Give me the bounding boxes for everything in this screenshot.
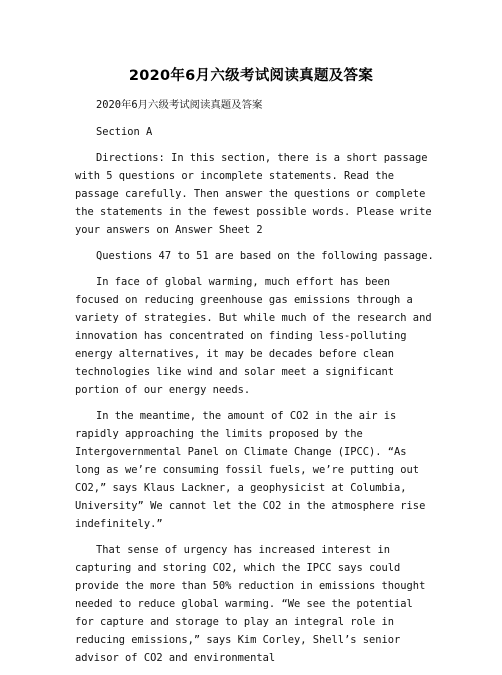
passage-paragraph-2: In the meantime, the amount of CO2 in the air is rapidly approaching the limits proposed by the Intergovernmental Panel on Climate Change (IPCC). “As long as we’re consuming fossil fuels, we’re putting out CO2,” says Klaus Lackner, a geophysicist at Columbia, University” We cannot let the CO2 in the atmosphere rise indefinitely.” — [75, 410, 426, 530]
passage-paragraph-3: That sense of urgency has increased interest in capturing and storing CO2, which the IPCC says could provide the more than 50% reduction in emissions thought needed to reduce global warming. “We see the potential for capture and storage to play an integral role in reducing emissions,” says Kim Corley, Shell’s senior advisor of CO2 and environmental — [75, 544, 426, 664]
section-heading: Section A — [96, 126, 153, 138]
questions-intro: Questions 47 to 51 are based on the following passage. — [96, 250, 434, 262]
document-body — [75, 96, 435, 675]
passage-paragraph-1: In face of global warming, much effort has been focused on reducing greenhouse gas emissions through a variety of strategies. But while much of the research and innovation has concentrated on finding less-polluting energy alternatives, it may be decades before clean technologies like wind and solar meet a significant portion of our energy needs. — [75, 276, 432, 396]
document-title: 2020年6月六级考试阅读真题及答案 — [128, 68, 374, 84]
directions-paragraph: Directions: In this section, there is a short passage with 5 questions or incomplete statements. Read the passage carefully. Then answer the questions or complete the statements in the fewest possible words. Please write your answers on Answer Sheet 2 — [75, 152, 432, 236]
document-subtitle: 2020年6月六级考试阅读真题及答案 — [96, 99, 263, 111]
